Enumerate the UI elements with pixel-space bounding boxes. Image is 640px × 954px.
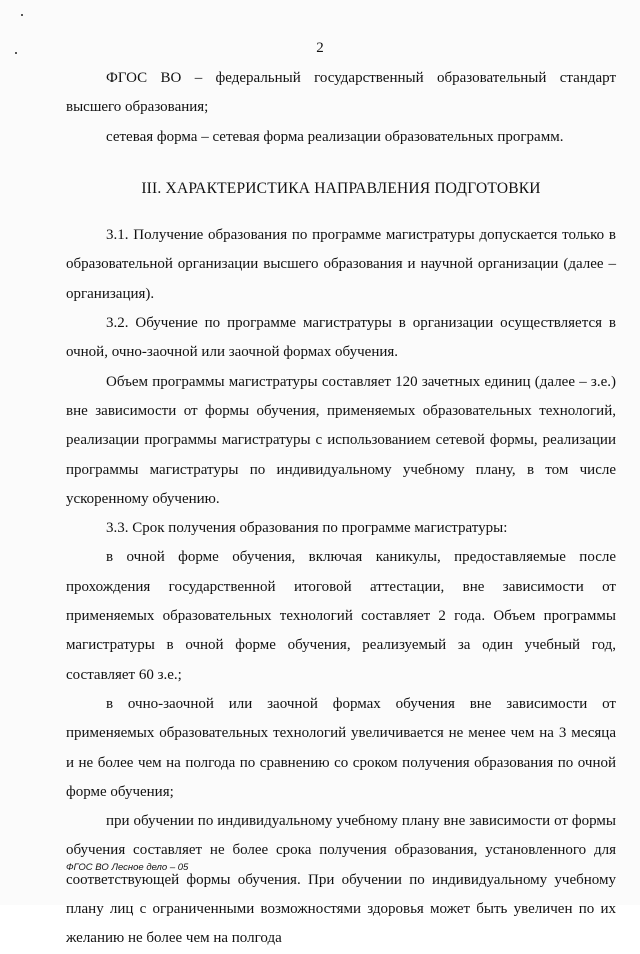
paragraph-3-2: 3.2. Обучение по программе магистратуры в организации осуществляется в очной, очно-заочной или заочной формах обучения. bbox=[66, 315, 616, 361]
paragraph-volume: Объем программы магистратуры составляет 120 зачетных единиц (далее – з.е.) вне зависимости от формы обучения, применяемых образовательных технологий, реализации программы магистратуры с использованием сетевой формы, реализации программы магистратуры по индивидуальному учебному плану, в том числе ускоренному обучению. bbox=[66, 373, 616, 507]
paragraph-individual-plan: при обучении по индивидуальному учебному плану вне зависимости от формы обучения составляет не более срока получения образования, установленного для соответствующей формы обучения. При обучении по индивидуальному учебному плану лиц с ограниченными возможностями здоровья может быть увеличен по их желанию не более чем на полгода bbox=[66, 813, 616, 947]
paragraph-3-3: 3.3. Срок получения образования по программе магистратуры: bbox=[106, 520, 508, 537]
paragraph-part-time: в очно-заочной или заочной формах обучения вне зависимости от применяемых образовательных технологий увеличивается не менее чем на 3 месяца и не более чем на полгода по сравнению со сроком получения образования по очной форме обучения; bbox=[66, 695, 616, 800]
paragraph-3-1: 3.1. Получение образования по программе магистратуры допускается только в образовательной организации высшего образования и научной организации (далее – организация). bbox=[66, 227, 616, 302]
document-body bbox=[66, 64, 616, 954]
section-heading: III. ХАРАКТЕРИСТИКА НАПРАВЛЕНИЯ ПОДГОТОВКИ bbox=[141, 179, 541, 197]
definition-fgos: ФГОС ВО – федеральный государственный образовательный стандарт высшего образования; bbox=[66, 70, 616, 116]
paragraph-full-time: в очной форме обучения, включая каникулы, предоставляемые после прохождения государственной итоговой аттестации, вне зависимости от применяемых образовательных технологий составляет 2 года. Объем программы магистратуры в очной форме обучения, реализуемый за один учебный год, составляет 60 з.е.; bbox=[66, 549, 616, 683]
scan-speck bbox=[21, 14, 23, 16]
definition-network-form: сетевая форма – сетевая форма реализации образовательных программ. bbox=[106, 128, 564, 145]
page-number: 2 bbox=[316, 40, 324, 56]
page-footer: ФГОС ВО Лесное дело – 05 bbox=[66, 862, 189, 873]
